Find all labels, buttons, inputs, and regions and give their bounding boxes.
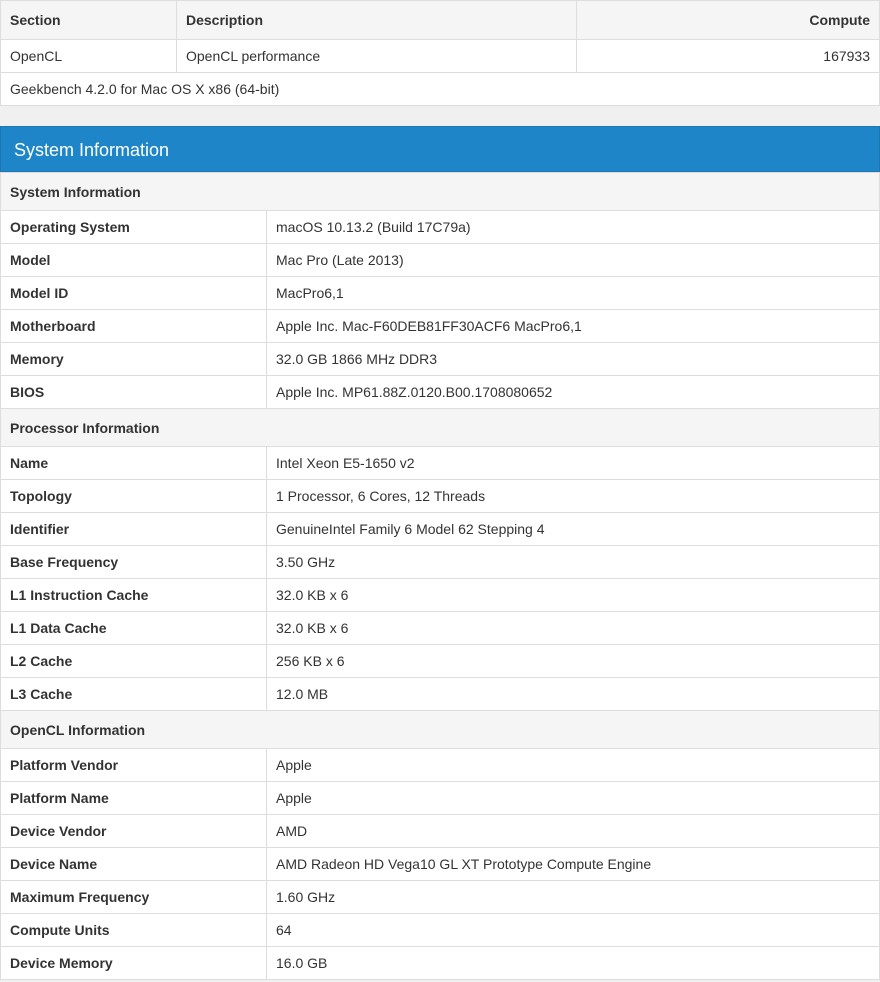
info-label: Base Frequency	[1, 546, 267, 579]
group-title: Processor Information	[1, 409, 880, 447]
info-row	[1, 881, 880, 914]
info-row	[1, 343, 880, 376]
info-row	[1, 848, 880, 881]
info-value: Mac Pro (Late 2013)	[267, 244, 880, 277]
info-label: BIOS	[1, 376, 267, 409]
info-value: AMD Radeon HD Vega10 GL XT Prototype Compute Engine	[267, 848, 880, 881]
info-value: AMD	[267, 815, 880, 848]
summary-table	[0, 0, 880, 106]
info-value: 64	[267, 914, 880, 947]
info-label: Identifier	[1, 513, 267, 546]
info-label: Compute Units	[1, 914, 267, 947]
info-label: Memory	[1, 343, 267, 376]
info-value: 1 Processor, 6 Cores, 12 Threads	[267, 480, 880, 513]
info-row	[1, 513, 880, 546]
info-value: 3.50 GHz	[267, 546, 880, 579]
info-label: Platform Vendor	[1, 749, 267, 782]
info-row	[1, 678, 880, 711]
info-label: Device Name	[1, 848, 267, 881]
info-label: Platform Name	[1, 782, 267, 815]
group-title: System Information	[1, 173, 880, 211]
info-label: L1 Data Cache	[1, 612, 267, 645]
info-row	[1, 914, 880, 947]
summary-footer-row	[1, 73, 880, 106]
summary-footer: Geekbench 4.2.0 for Mac OS X x86 (64-bit)	[1, 73, 880, 106]
info-label: Motherboard	[1, 310, 267, 343]
info-value: GenuineIntel Family 6 Model 62 Stepping 4	[267, 513, 880, 546]
info-label: Model ID	[1, 277, 267, 310]
info-value: Apple Inc. MP61.88Z.0120.B00.1708080652	[267, 376, 880, 409]
info-row	[1, 211, 880, 244]
group-header-row	[1, 409, 880, 447]
info-value: 32.0 GB 1866 MHz DDR3	[267, 343, 880, 376]
info-value: 16.0 GB	[267, 947, 880, 980]
summary-compute-cell: 167933	[577, 40, 880, 73]
group-header-row	[1, 173, 880, 211]
info-row	[1, 782, 880, 815]
info-value: 32.0 KB x 6	[267, 579, 880, 612]
info-row	[1, 579, 880, 612]
info-label: Device Memory	[1, 947, 267, 980]
info-value: 256 KB x 6	[267, 645, 880, 678]
info-label: L2 Cache	[1, 645, 267, 678]
group-header-row	[1, 711, 880, 749]
info-label: L3 Cache	[1, 678, 267, 711]
info-row	[1, 447, 880, 480]
info-row	[1, 376, 880, 409]
info-value: 12.0 MB	[267, 678, 880, 711]
info-value: Apple	[267, 749, 880, 782]
summary-row	[1, 40, 880, 73]
system-information-table	[0, 172, 880, 980]
header-section[interactable]: Section	[1, 1, 177, 40]
summary-description-cell: OpenCL performance	[177, 40, 577, 73]
info-label: Topology	[1, 480, 267, 513]
info-label: L1 Instruction Cache	[1, 579, 267, 612]
info-row	[1, 310, 880, 343]
group-title: OpenCL Information	[1, 711, 880, 749]
info-row	[1, 612, 880, 645]
info-row	[1, 480, 880, 513]
info-row	[1, 546, 880, 579]
info-value: 1.60 GHz	[267, 881, 880, 914]
info-label: Name	[1, 447, 267, 480]
summary-section-cell: OpenCL	[1, 40, 177, 73]
info-value: Apple Inc. Mac-F60DEB81FF30ACF6 MacPro6,1	[267, 310, 880, 343]
summary-header-row	[1, 1, 880, 40]
info-value: Intel Xeon E5-1650 v2	[267, 447, 880, 480]
header-description[interactable]: Description	[177, 1, 577, 40]
info-value: Apple	[267, 782, 880, 815]
info-label: Maximum Frequency	[1, 881, 267, 914]
info-row	[1, 947, 880, 980]
info-label: Operating System	[1, 211, 267, 244]
info-value: macOS 10.13.2 (Build 17C79a)	[267, 211, 880, 244]
info-row	[1, 645, 880, 678]
info-value: 32.0 KB x 6	[267, 612, 880, 645]
info-value: MacPro6,1	[267, 277, 880, 310]
info-row	[1, 749, 880, 782]
header-compute[interactable]: Compute	[577, 1, 880, 40]
system-information-title: System Information	[0, 126, 880, 172]
info-row	[1, 244, 880, 277]
info-label: Device Vendor	[1, 815, 267, 848]
system-information-panel	[0, 126, 880, 980]
info-row	[1, 815, 880, 848]
info-label: Model	[1, 244, 267, 277]
info-row	[1, 277, 880, 310]
